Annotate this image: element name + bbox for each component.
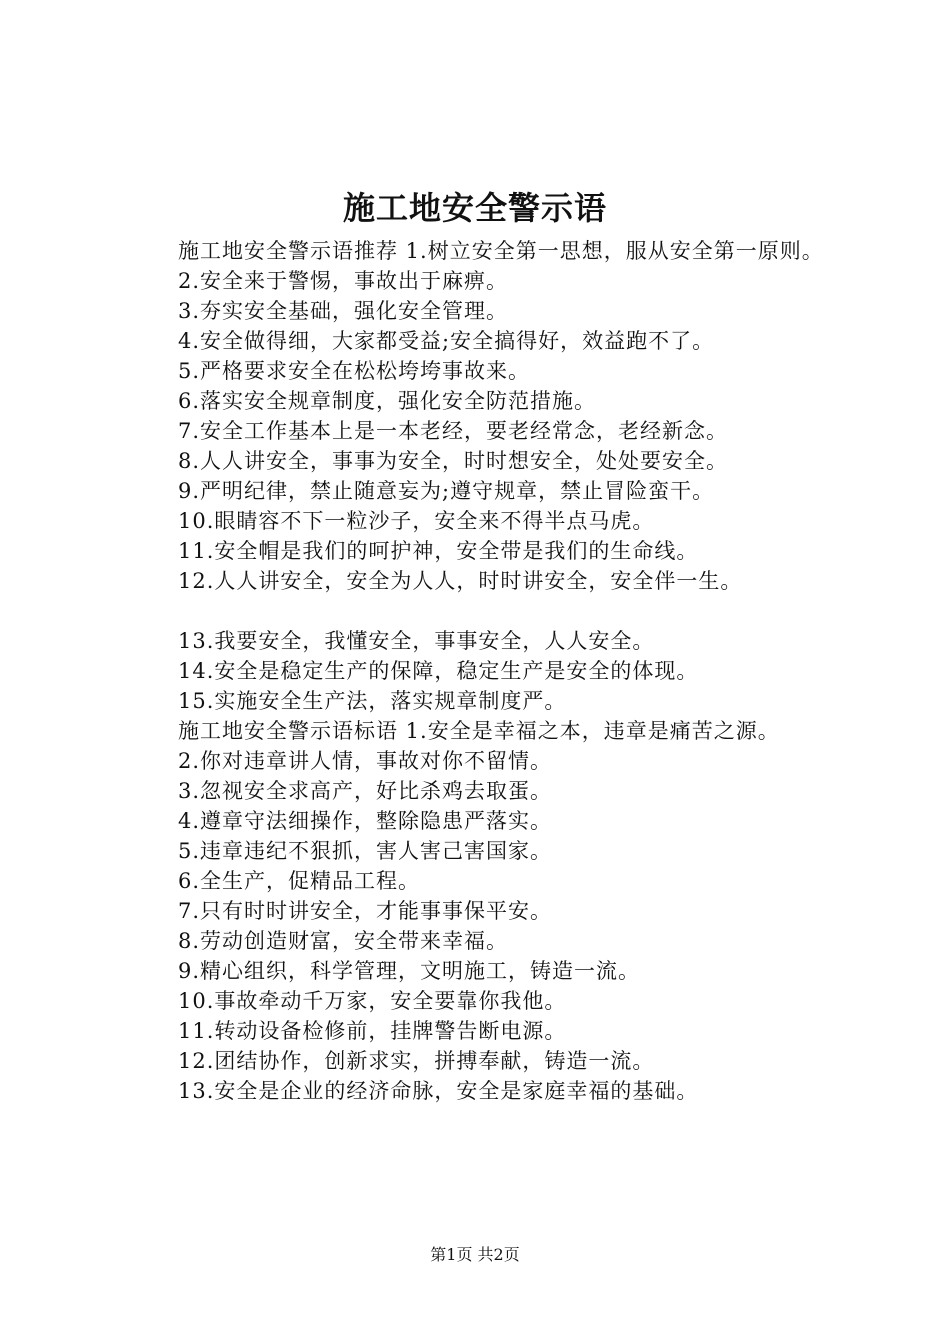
list-item: 9.精心组织，科学管理，文明施工，铸造一流。: [178, 959, 641, 983]
list-item: 6.全生产，促精品工程。: [178, 869, 421, 893]
list-item: 3.夯实安全基础，强化安全管理。: [178, 299, 509, 323]
section2-intro: 施工地安全警示语标语 1.安全是幸福之本，违章是痛苦之源。: [178, 719, 780, 743]
list-item: 4.安全做得细，大家都受益;安全搞得好，效益跑不了。: [178, 329, 715, 353]
list-item: 14.安全是稳定生产的保障，稳定生产是安全的体现。: [178, 659, 699, 683]
list-item: 8.劳动创造财富，安全带来幸福。: [178, 929, 509, 953]
list-item: 12.人人讲安全，安全为人人，时时讲安全，安全伴一生。: [178, 569, 743, 593]
list-item: 7.安全工作基本上是一本老经，要老经常念，老经新念。: [178, 419, 729, 443]
list-item: 13.我要安全，我懂安全，事事安全，人人安全。: [178, 629, 655, 653]
list-item: 7.只有时时讲安全，才能事事保平安。: [178, 899, 553, 923]
page-footer: 第1页 共2页: [430, 1245, 520, 1264]
list-item: 5.严格要求安全在松松垮垮事故来。: [178, 359, 531, 383]
list-item: 9.严明纪律，禁止随意妄为;遵守规章，禁止冒险蛮干。: [178, 479, 715, 503]
list-item: 15.实施安全生产法，落实规章制度严。: [178, 689, 567, 713]
list-item: 4.遵章守法细操作，整除隐患严落实。: [178, 809, 553, 833]
list-item: 12.团结协作，创新求实，拼搏奉献，铸造一流。: [178, 1049, 655, 1073]
list-item: 3.忽视安全求高产，好比杀鸡去取蛋。: [178, 779, 553, 803]
section1-intro: 施工地安全警示语推荐 1.树立安全第一思想，服从安全第一原则。: [178, 239, 824, 263]
list-item: 8.人人讲安全，事事为安全，时时想安全，处处要安全。: [178, 449, 729, 473]
list-item: 13.安全是企业的经济命脉，安全是家庭幸福的基础。: [178, 1079, 699, 1103]
list-item: 6.落实安全规章制度，强化安全防范措施。: [178, 389, 597, 413]
list-item: 2.安全来于警惕，事故出于麻痹。: [178, 269, 509, 293]
list-item: 11.安全帽是我们的呵护神，安全带是我们的生命线。: [178, 539, 699, 563]
list-item: 10.眼睛容不下一粒沙子，安全来不得半点马虎。: [178, 509, 655, 533]
list-item: 5.违章违纪不狠抓，害人害己害国家。: [178, 839, 553, 863]
list-item: 11.转动设备检修前，挂牌警告断电源。: [178, 1019, 567, 1043]
paragraph-gap: [128, 596, 834, 626]
list-item: 2.你对违章讲人情，事故对你不留情。: [178, 749, 553, 773]
document-title: 施工地安全警示语: [342, 189, 607, 227]
list-item: 10.事故牵动千万家，安全要靠你我他。: [178, 989, 567, 1013]
document-body: [128, 236, 834, 1106]
